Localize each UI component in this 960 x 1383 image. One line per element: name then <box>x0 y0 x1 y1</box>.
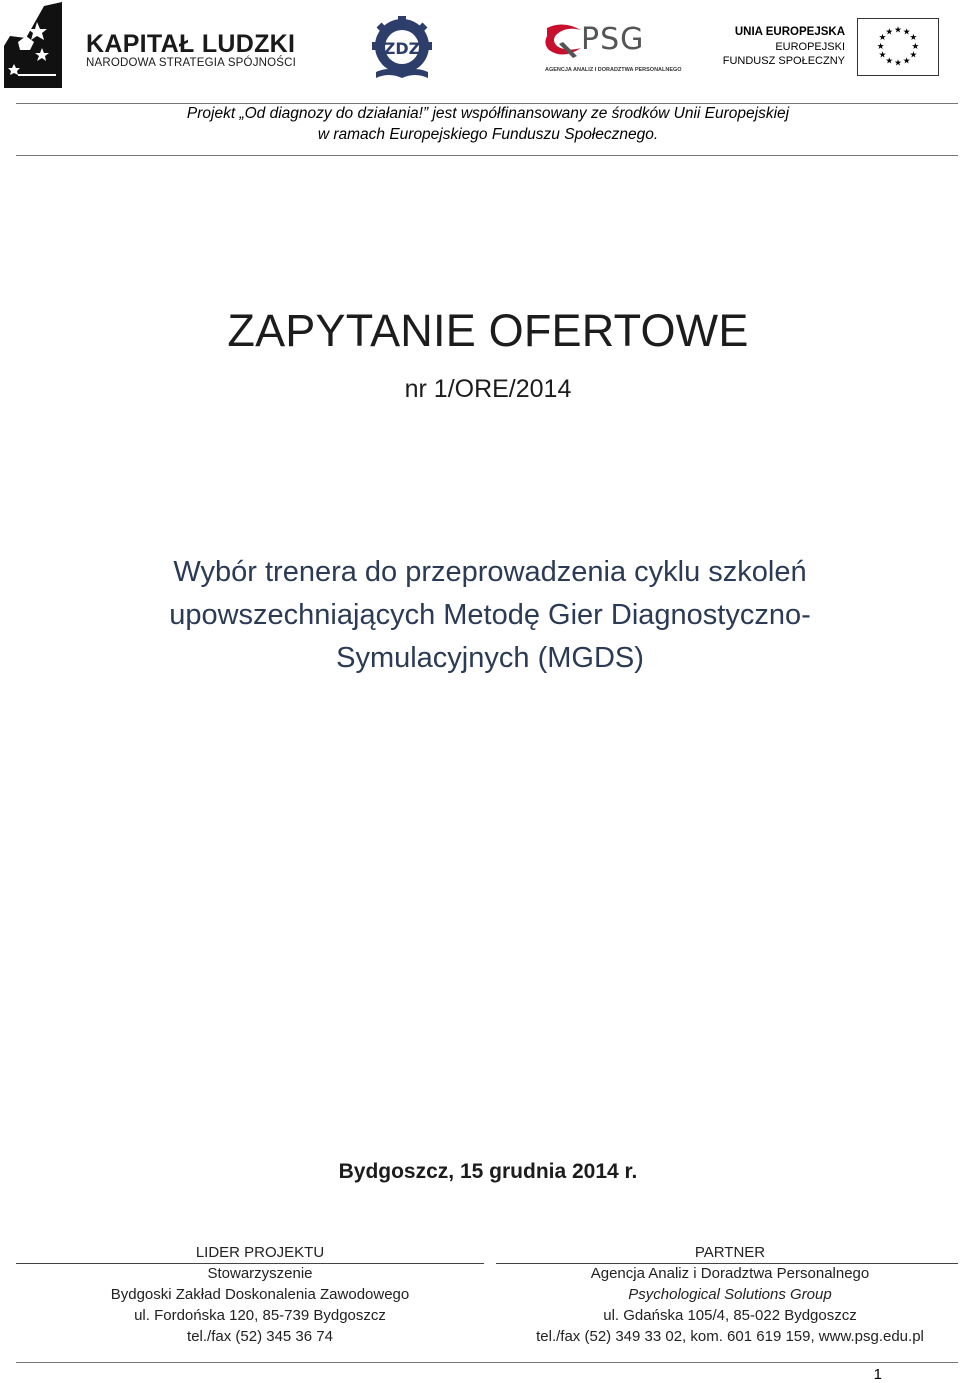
place-and-date: Bydgoszcz, 15 grudnia 2014 r. <box>338 1160 638 1183</box>
psg-title: PSG <box>581 22 645 57</box>
svg-text:★: ★ <box>909 33 918 44</box>
subject-line-2: upowszechniających Metodę Gier Diagnostyczno- <box>169 599 811 631</box>
eu-flag-icon <box>857 18 939 76</box>
leader-line-4: tel./fax (52) 345 36 74 <box>187 1328 333 1345</box>
zdz-center-text: ZDZ <box>383 39 421 58</box>
project-note-line-1: Projekt „Od diagnozy do działania!” jest współfinansowany ze środków Unii Europejskiej <box>186 105 790 122</box>
footer-rule <box>16 1362 958 1363</box>
svg-text:★: ★ <box>911 41 920 52</box>
partner-line-2: Psychological Solutions Group <box>628 1286 832 1303</box>
partner-line-3: ul. Gdańska 105/4, 85-022 Bydgoszcz <box>603 1307 857 1324</box>
document-subject <box>160 551 820 680</box>
svg-text:★: ★ <box>902 27 911 38</box>
leader-heading-rule <box>16 1263 484 1264</box>
leader-line-1: Stowarzyszenie <box>207 1265 313 1282</box>
zdz-gear-icon <box>362 16 442 82</box>
svg-text:★: ★ <box>885 56 894 67</box>
project-funding-note <box>100 103 876 145</box>
leader-line-2: Bydgoski Zakład Doskonalenia Zawodowego <box>110 1286 410 1303</box>
svg-text:★: ★ <box>876 41 885 52</box>
kapital-ludzki-subtitle: NARODOWA STRATEGIA SPÓJNOŚCI <box>86 57 297 69</box>
project-note-line-2: w ramach Europejskiego Funduszu Społecznego. <box>317 126 659 143</box>
svg-text:★: ★ <box>894 25 902 36</box>
svg-text:★: ★ <box>909 50 918 61</box>
subject-line-1: Wybór trenera do przeprowadzenia cyklu szkoleń <box>173 556 807 588</box>
project-leader-block <box>90 1242 430 1347</box>
psg-logo <box>543 20 682 78</box>
document-number: nr 1/ORE/2014 <box>404 375 572 403</box>
zdz-logo <box>362 16 442 82</box>
page-number: 1 <box>873 1366 882 1383</box>
svg-text:★: ★ <box>894 58 902 69</box>
eu-line-3: FUNDUSZ SPOŁECZNY <box>722 55 845 67</box>
kapital-ludzki-logo <box>4 2 297 88</box>
partner-heading: PARTNER <box>694 1244 766 1261</box>
psg-subtitle: AGENCJA ANALIZ I DORADZTWA PERSONALNEGO <box>545 67 682 73</box>
kapital-ludzki-emblem-icon <box>4 2 66 88</box>
psg-swoosh-icon <box>543 20 583 66</box>
eu-logo <box>722 16 941 80</box>
leader-heading: LIDER PROJEKTU <box>195 1244 325 1261</box>
kapital-ludzki-title: KAPITAŁ LUDZKI <box>86 30 296 58</box>
subject-line-3: Symulacyjnych (MGDS) <box>336 642 644 674</box>
partner-block <box>500 1242 960 1347</box>
leader-line-3: ul. Fordońska 120, 85-739 Bydgoszcz <box>134 1307 386 1324</box>
document-title: ZAPYTANIE OFERTOWE <box>227 305 749 356</box>
svg-text:★: ★ <box>885 27 894 38</box>
partner-heading-rule <box>496 1263 958 1264</box>
svg-text:★: ★ <box>902 56 911 67</box>
eu-line-2: EUROPEJSKI <box>775 41 845 53</box>
svg-text:★: ★ <box>878 33 887 44</box>
header-rule-bottom <box>16 155 958 156</box>
svg-text:★: ★ <box>878 50 887 61</box>
eu-line-1: UNIA EUROPEJSKA <box>734 26 845 38</box>
partner-line-4: tel./fax (52) 349 33 02, kom. 601 619 159, www.psg.edu.pl <box>536 1328 924 1345</box>
partner-line-1: Agencja Analiz i Doradztwa Personalnego <box>590 1265 870 1282</box>
